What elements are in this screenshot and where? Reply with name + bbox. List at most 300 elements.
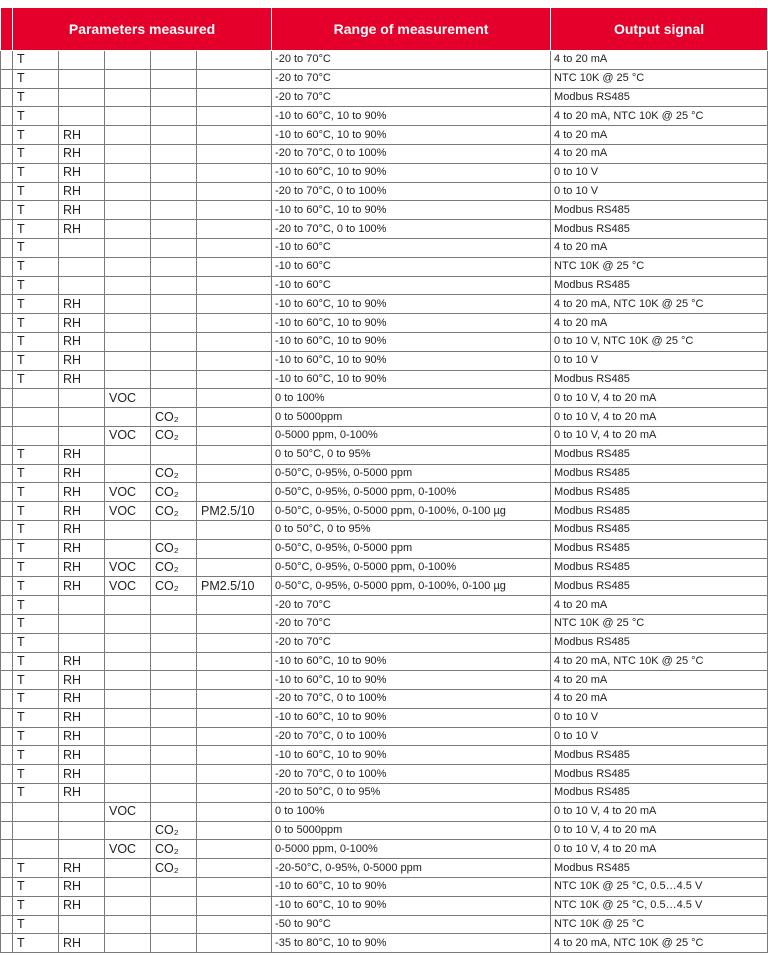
param-temperature-cell — [13, 426, 59, 445]
output-signal-cell: 0 to 10 V, 4 to 20 mA — [551, 426, 768, 445]
param-particulate-cell — [197, 201, 272, 220]
row-spacer-cell — [1, 577, 13, 596]
param-co2-cell: CO₂ — [151, 859, 197, 878]
param-particulate-cell — [197, 426, 272, 445]
param-particulate-cell — [197, 220, 272, 239]
param-humidity-cell: RH — [59, 765, 105, 784]
output-signal-cell: Modbus RS485 — [551, 859, 768, 878]
output-signal-cell: 4 to 20 mA — [551, 51, 768, 70]
output-signal-cell: 4 to 20 mA, NTC 10K @ 25 °C — [551, 934, 768, 953]
row-spacer-cell — [1, 51, 13, 70]
param-voc-cell — [105, 332, 151, 351]
param-particulate-cell — [197, 483, 272, 502]
param-co2-cell — [151, 351, 197, 370]
param-humidity-cell: RH — [59, 520, 105, 539]
row-spacer-cell — [1, 746, 13, 765]
param-temperature-cell: T — [13, 370, 59, 389]
row-spacer-cell — [1, 182, 13, 201]
param-particulate-cell — [197, 558, 272, 577]
param-voc-cell — [105, 88, 151, 107]
output-signal-cell: 4 to 20 mA, NTC 10K @ 25 °C — [551, 107, 768, 126]
param-humidity-cell: RH — [59, 220, 105, 239]
output-signal-cell: 0 to 10 V — [551, 163, 768, 182]
output-signal-cell: NTC 10K @ 25 °C — [551, 614, 768, 633]
output-signal-cell: 0 to 10 V, 4 to 20 mA — [551, 840, 768, 859]
param-particulate-cell: PM2.5/10 — [197, 502, 272, 521]
param-co2-cell: CO₂ — [151, 577, 197, 596]
param-humidity-cell: RH — [59, 182, 105, 201]
output-signal-cell: Modbus RS485 — [551, 558, 768, 577]
row-spacer-cell — [1, 765, 13, 784]
param-humidity-cell: RH — [59, 370, 105, 389]
range-cell: 0 to 5000ppm — [272, 408, 551, 427]
param-co2-cell — [151, 389, 197, 408]
param-particulate-cell — [197, 314, 272, 333]
param-temperature-cell — [13, 840, 59, 859]
param-voc-cell — [105, 896, 151, 915]
param-temperature-cell: T — [13, 201, 59, 220]
param-temperature-cell: T — [13, 464, 59, 483]
range-cell: -10 to 60°C, 10 to 90% — [272, 878, 551, 897]
param-co2-cell — [151, 314, 197, 333]
output-signal-cell: 0 to 10 V — [551, 708, 768, 727]
param-voc-cell — [105, 690, 151, 709]
param-temperature-cell: T — [13, 708, 59, 727]
param-particulate-cell — [197, 859, 272, 878]
param-temperature-cell: T — [13, 502, 59, 521]
table-row — [1, 633, 768, 652]
param-co2-cell — [151, 332, 197, 351]
param-voc-cell — [105, 934, 151, 953]
output-signal-cell: NTC 10K @ 25 °C — [551, 257, 768, 276]
param-humidity-cell: RH — [59, 690, 105, 709]
param-co2-cell — [151, 445, 197, 464]
range-cell: -10 to 60°C, 10 to 90% — [272, 652, 551, 671]
param-voc-cell — [105, 201, 151, 220]
table-row — [1, 107, 768, 126]
param-temperature-cell — [13, 821, 59, 840]
table-row — [1, 144, 768, 163]
table-row — [1, 126, 768, 145]
param-humidity-cell — [59, 276, 105, 295]
param-humidity-cell: RH — [59, 727, 105, 746]
row-spacer-cell — [1, 464, 13, 483]
param-co2-cell — [151, 633, 197, 652]
row-spacer-cell — [1, 878, 13, 897]
range-cell: -20 to 70°C — [272, 614, 551, 633]
row-spacer-cell — [1, 802, 13, 821]
param-co2-cell — [151, 144, 197, 163]
param-temperature-cell: T — [13, 126, 59, 145]
param-voc-cell — [105, 295, 151, 314]
row-spacer-cell — [1, 821, 13, 840]
range-cell: -20 to 70°C — [272, 69, 551, 88]
param-particulate-cell — [197, 69, 272, 88]
param-humidity-cell: RH — [59, 464, 105, 483]
param-voc-cell — [105, 370, 151, 389]
specifications-table — [0, 7, 768, 953]
param-voc-cell — [105, 878, 151, 897]
row-spacer-cell — [1, 784, 13, 803]
range-cell: -20 to 70°C, 0 to 100% — [272, 727, 551, 746]
output-signal-cell: Modbus RS485 — [551, 746, 768, 765]
param-humidity-cell — [59, 107, 105, 126]
param-voc-cell — [105, 51, 151, 70]
table-row — [1, 896, 768, 915]
param-particulate-cell — [197, 896, 272, 915]
output-signal-cell: Modbus RS485 — [551, 201, 768, 220]
param-co2-cell — [151, 295, 197, 314]
param-particulate-cell — [197, 332, 272, 351]
param-co2-cell — [151, 238, 197, 257]
row-spacer-cell — [1, 220, 13, 239]
param-temperature-cell: T — [13, 88, 59, 107]
param-humidity-cell — [59, 88, 105, 107]
table-row — [1, 915, 768, 934]
param-voc-cell — [105, 445, 151, 464]
param-co2-cell — [151, 596, 197, 615]
table-row — [1, 295, 768, 314]
param-voc-cell: VOC — [105, 558, 151, 577]
param-particulate-cell — [197, 464, 272, 483]
param-co2-cell: CO₂ — [151, 502, 197, 521]
param-humidity-cell: RH — [59, 332, 105, 351]
output-signal-cell: Modbus RS485 — [551, 220, 768, 239]
param-co2-cell — [151, 520, 197, 539]
table-row — [1, 163, 768, 182]
range-cell: -10 to 60°C, 10 to 90% — [272, 126, 551, 145]
table-row — [1, 426, 768, 445]
output-signal-cell: 4 to 20 mA — [551, 238, 768, 257]
param-voc-cell: VOC — [105, 802, 151, 821]
param-temperature-cell: T — [13, 257, 59, 276]
range-cell: -10 to 60°C, 10 to 90% — [272, 746, 551, 765]
param-humidity-cell: RH — [59, 314, 105, 333]
param-particulate-cell — [197, 182, 272, 201]
table-row — [1, 332, 768, 351]
output-signal-cell: NTC 10K @ 25 °C — [551, 69, 768, 88]
param-particulate-cell — [197, 126, 272, 145]
param-temperature-cell: T — [13, 520, 59, 539]
range-cell: -20 to 70°C, 0 to 100% — [272, 220, 551, 239]
param-co2-cell — [151, 878, 197, 897]
range-cell: -10 to 60°C, 10 to 90% — [272, 351, 551, 370]
output-signal-cell: 4 to 20 mA, NTC 10K @ 25 °C — [551, 295, 768, 314]
output-signal-cell: 4 to 20 mA — [551, 314, 768, 333]
param-particulate-cell — [197, 746, 272, 765]
row-spacer-cell — [1, 596, 13, 615]
param-particulate-cell — [197, 690, 272, 709]
param-voc-cell: VOC — [105, 483, 151, 502]
param-humidity-cell — [59, 51, 105, 70]
param-humidity-cell: RH — [59, 708, 105, 727]
row-spacer-cell — [1, 107, 13, 126]
param-humidity-cell — [59, 69, 105, 88]
param-particulate-cell — [197, 51, 272, 70]
range-cell: -20 to 70°C — [272, 633, 551, 652]
table-header — [1, 8, 768, 51]
param-co2-cell: CO₂ — [151, 483, 197, 502]
range-cell: -20 to 70°C — [272, 51, 551, 70]
output-signal-cell: Modbus RS485 — [551, 784, 768, 803]
output-signal-cell: Modbus RS485 — [551, 577, 768, 596]
param-co2-cell: CO₂ — [151, 821, 197, 840]
range-cell: -20 to 70°C, 0 to 100% — [272, 182, 551, 201]
range-cell: -20 to 70°C — [272, 596, 551, 615]
output-signal-cell: 0 to 10 V, 4 to 20 mA — [551, 389, 768, 408]
param-humidity-cell: RH — [59, 652, 105, 671]
param-humidity-cell: RH — [59, 144, 105, 163]
table-row — [1, 859, 768, 878]
param-particulate-cell — [197, 370, 272, 389]
param-particulate-cell — [197, 276, 272, 295]
param-co2-cell — [151, 746, 197, 765]
param-humidity-cell — [59, 633, 105, 652]
range-cell: -10 to 60°C, 10 to 90% — [272, 295, 551, 314]
param-temperature-cell: T — [13, 51, 59, 70]
param-particulate-cell — [197, 520, 272, 539]
param-temperature-cell: T — [13, 614, 59, 633]
param-humidity-cell: RH — [59, 896, 105, 915]
param-humidity-cell — [59, 802, 105, 821]
table-row — [1, 389, 768, 408]
row-spacer-cell — [1, 88, 13, 107]
param-co2-cell: CO₂ — [151, 840, 197, 859]
param-voc-cell: VOC — [105, 840, 151, 859]
range-cell: 0-5000 ppm, 0-100% — [272, 426, 551, 445]
output-signal-cell: NTC 10K @ 25 °C, 0.5…4.5 V — [551, 896, 768, 915]
output-signal-cell: 0 to 10 V — [551, 182, 768, 201]
param-voc-cell: VOC — [105, 577, 151, 596]
table-row — [1, 220, 768, 239]
param-temperature-cell: T — [13, 558, 59, 577]
param-humidity-cell: RH — [59, 784, 105, 803]
range-cell: -20-50°C, 0-95%, 0-5000 ppm — [272, 859, 551, 878]
param-humidity-cell: RH — [59, 878, 105, 897]
param-co2-cell: CO₂ — [151, 426, 197, 445]
param-voc-cell — [105, 821, 151, 840]
param-voc-cell — [105, 276, 151, 295]
param-voc-cell — [105, 126, 151, 145]
param-voc-cell — [105, 314, 151, 333]
param-particulate-cell — [197, 633, 272, 652]
param-temperature-cell: T — [13, 332, 59, 351]
table-row — [1, 351, 768, 370]
output-signal-cell: Modbus RS485 — [551, 445, 768, 464]
range-cell: -10 to 60°C, 10 to 90% — [272, 370, 551, 389]
output-signal-cell: Modbus RS485 — [551, 464, 768, 483]
header-spacer — [1, 8, 13, 51]
row-spacer-cell — [1, 445, 13, 464]
row-spacer-cell — [1, 389, 13, 408]
table-row — [1, 878, 768, 897]
row-spacer-cell — [1, 915, 13, 934]
table-row — [1, 708, 768, 727]
param-co2-cell: CO₂ — [151, 558, 197, 577]
table-row — [1, 201, 768, 220]
param-temperature-cell: T — [13, 727, 59, 746]
range-cell: -10 to 60°C, 10 to 90% — [272, 332, 551, 351]
param-temperature-cell: T — [13, 445, 59, 464]
table-row — [1, 934, 768, 953]
param-particulate-cell — [197, 539, 272, 558]
range-cell: -20 to 70°C, 0 to 100% — [272, 765, 551, 784]
param-co2-cell — [151, 88, 197, 107]
range-cell: -20 to 50°C, 0 to 95% — [272, 784, 551, 803]
param-temperature-cell: T — [13, 220, 59, 239]
param-particulate-cell — [197, 652, 272, 671]
table-row — [1, 671, 768, 690]
param-temperature-cell: T — [13, 690, 59, 709]
range-cell: -10 to 60°C, 10 to 90% — [272, 671, 551, 690]
param-voc-cell — [105, 596, 151, 615]
param-particulate-cell — [197, 257, 272, 276]
row-spacer-cell — [1, 370, 13, 389]
range-cell: 0-5000 ppm, 0-100% — [272, 840, 551, 859]
output-signal-cell: Modbus RS485 — [551, 483, 768, 502]
table-row — [1, 238, 768, 257]
param-temperature-cell: T — [13, 746, 59, 765]
param-temperature-cell: T — [13, 859, 59, 878]
output-signal-cell: 4 to 20 mA — [551, 671, 768, 690]
row-spacer-cell — [1, 163, 13, 182]
table-row — [1, 558, 768, 577]
table-row — [1, 802, 768, 821]
param-voc-cell — [105, 727, 151, 746]
range-cell: 0-50°C, 0-95%, 0-5000 ppm, 0-100% — [272, 558, 551, 577]
param-temperature-cell: T — [13, 671, 59, 690]
param-temperature-cell: T — [13, 915, 59, 934]
param-temperature-cell: T — [13, 163, 59, 182]
param-temperature-cell: T — [13, 577, 59, 596]
param-voc-cell — [105, 859, 151, 878]
table-row — [1, 182, 768, 201]
param-temperature-cell: T — [13, 69, 59, 88]
param-temperature-cell: T — [13, 596, 59, 615]
output-signal-cell: Modbus RS485 — [551, 370, 768, 389]
table-row — [1, 88, 768, 107]
param-voc-cell — [105, 220, 151, 239]
table-row — [1, 840, 768, 859]
param-humidity-cell: RH — [59, 746, 105, 765]
output-signal-cell: Modbus RS485 — [551, 765, 768, 784]
output-signal-cell: Modbus RS485 — [551, 539, 768, 558]
table-row — [1, 821, 768, 840]
table-row — [1, 314, 768, 333]
param-humidity-cell: RH — [59, 445, 105, 464]
param-temperature-cell: T — [13, 351, 59, 370]
param-voc-cell — [105, 107, 151, 126]
param-voc-cell: VOC — [105, 426, 151, 445]
param-temperature-cell — [13, 389, 59, 408]
output-signal-cell: 0 to 10 V — [551, 351, 768, 370]
param-voc-cell — [105, 351, 151, 370]
range-cell: -50 to 90°C — [272, 915, 551, 934]
range-cell: 0-50°C, 0-95%, 0-5000 ppm — [272, 464, 551, 483]
row-spacer-cell — [1, 614, 13, 633]
output-signal-cell: 4 to 20 mA — [551, 144, 768, 163]
param-humidity-cell: RH — [59, 934, 105, 953]
row-spacer-cell — [1, 238, 13, 257]
row-spacer-cell — [1, 408, 13, 427]
param-voc-cell — [105, 69, 151, 88]
param-particulate-cell: PM2.5/10 — [197, 577, 272, 596]
param-co2-cell — [151, 915, 197, 934]
param-humidity-cell: RH — [59, 201, 105, 220]
table-row — [1, 408, 768, 427]
row-spacer-cell — [1, 295, 13, 314]
table-row — [1, 614, 768, 633]
param-particulate-cell — [197, 238, 272, 257]
header-output-signal: Output signal — [551, 8, 768, 51]
param-particulate-cell — [197, 878, 272, 897]
param-voc-cell — [105, 257, 151, 276]
param-particulate-cell — [197, 821, 272, 840]
param-co2-cell — [151, 69, 197, 88]
param-voc-cell — [105, 144, 151, 163]
output-signal-cell: NTC 10K @ 25 °C — [551, 915, 768, 934]
output-signal-cell: Modbus RS485 — [551, 520, 768, 539]
param-humidity-cell — [59, 614, 105, 633]
range-cell: 0-50°C, 0-95%, 0-5000 ppm — [272, 539, 551, 558]
range-cell: -10 to 60°C, 10 to 90% — [272, 107, 551, 126]
param-temperature-cell: T — [13, 483, 59, 502]
param-voc-cell: VOC — [105, 502, 151, 521]
param-temperature-cell: T — [13, 107, 59, 126]
table-row — [1, 539, 768, 558]
output-signal-cell: 0 to 10 V, 4 to 20 mA — [551, 408, 768, 427]
row-spacer-cell — [1, 859, 13, 878]
row-spacer-cell — [1, 483, 13, 502]
param-co2-cell — [151, 802, 197, 821]
param-humidity-cell — [59, 821, 105, 840]
param-co2-cell — [151, 727, 197, 746]
row-spacer-cell — [1, 690, 13, 709]
row-spacer-cell — [1, 126, 13, 145]
range-cell: 0 to 50°C, 0 to 95% — [272, 520, 551, 539]
param-co2-cell — [151, 784, 197, 803]
param-co2-cell — [151, 934, 197, 953]
param-voc-cell — [105, 746, 151, 765]
param-temperature-cell: T — [13, 182, 59, 201]
output-signal-cell: 4 to 20 mA — [551, 690, 768, 709]
param-co2-cell: CO₂ — [151, 539, 197, 558]
param-voc-cell: VOC — [105, 389, 151, 408]
param-co2-cell — [151, 126, 197, 145]
param-temperature-cell: T — [13, 878, 59, 897]
param-humidity-cell: RH — [59, 577, 105, 596]
param-co2-cell — [151, 671, 197, 690]
output-signal-cell: 4 to 20 mA — [551, 596, 768, 615]
param-temperature-cell: T — [13, 934, 59, 953]
param-humidity-cell — [59, 596, 105, 615]
param-voc-cell — [105, 238, 151, 257]
range-cell: 0 to 5000ppm — [272, 821, 551, 840]
table-row — [1, 69, 768, 88]
output-signal-cell: 0 to 10 V, 4 to 20 mA — [551, 821, 768, 840]
param-voc-cell — [105, 671, 151, 690]
row-spacer-cell — [1, 671, 13, 690]
param-particulate-cell — [197, 88, 272, 107]
param-temperature-cell: T — [13, 276, 59, 295]
param-voc-cell — [105, 652, 151, 671]
param-voc-cell — [105, 464, 151, 483]
range-cell: 0 to 100% — [272, 802, 551, 821]
range-cell: -10 to 60°C, 10 to 90% — [272, 163, 551, 182]
param-particulate-cell — [197, 107, 272, 126]
param-voc-cell — [105, 614, 151, 633]
output-signal-cell: Modbus RS485 — [551, 633, 768, 652]
